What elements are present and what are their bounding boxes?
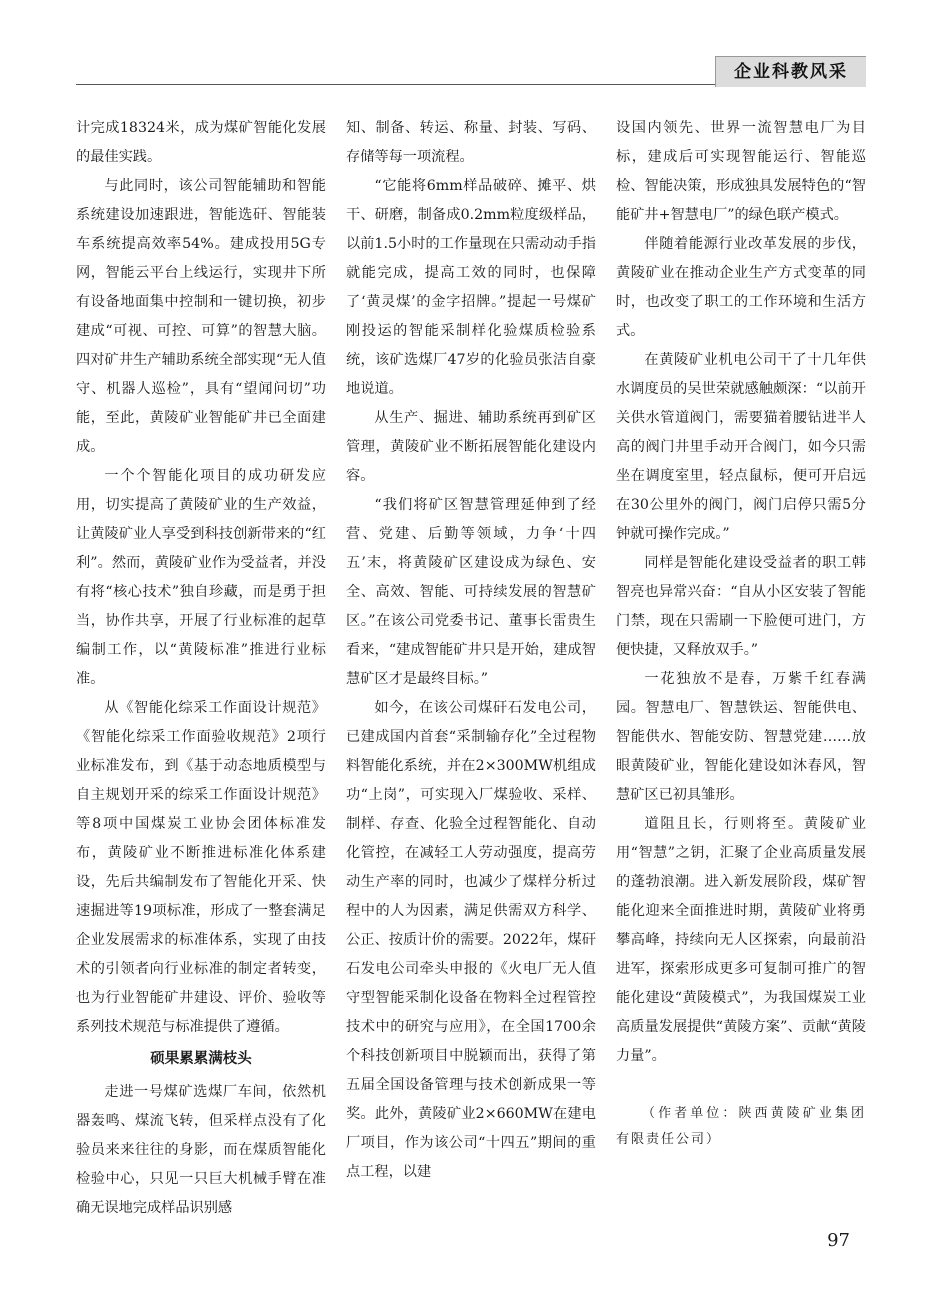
- author-note: （作者单位：陕西黄陵矿业集团有限责任公司）: [616, 1106, 866, 1147]
- page-number: 97: [827, 1230, 850, 1251]
- paragraph: “我们将矿区智慧管理延伸到了经营、党建、后勤等领域，力争‘十四五’末，将黄陵矿区建设成为绿色、安全、高效、智能、可持续发展的智慧矿区。”在该公司党委书记、董事长雷贵生看来，“建成智能矿井只是开始，建成智慧矿区才是最终目标。”: [346, 497, 596, 687]
- paragraph: 一花独放不是春，万紫千红春满园。智慧电厂、智慧铁运、智能供电、智能供水、智能安防、智慧党建……放眼黄陵矿业，智能化建设如沐春风，智慧矿区已初具雏形。: [616, 671, 866, 803]
- paragraph: 如今，在该公司煤矸石发电公司，已建成国内首套“采制输存化”全过程物料智能化系统，并在2×300MW机组成功“上岗”，可实现入厂煤验收、采样、制样、存查、化验全过程智能化、自动化管控，在减轻工人劳动强度，提高劳动生产率的同时，也减少了煤样分析过程中的人为因素，满足供需双方科学、公正、按质计价的需要。2022年，煤矸石发电公司牵头申报的《火电厂无人值守型智能采制化设备在物料全过程管控技术中的研究与应用》，在全国1700余个科技创新项目中脱颖而出，获得了第五届全国设备管理与技术创新成果一等奖。此外，黄陵矿业2×660MW在建电厂项目，作为该公司“十四五”期间的重点工程，以建: [346, 700, 596, 1180]
- paragraph: 道阻且长，行则将至。黄陵矿业用“智慧”之钥，汇聚了企业高质量发展的蓬勃浪潮。进入新发展阶段，煤矿智能化迎来全面推进时期，黄陵矿业将勇攀高峰，持续向无人区探索，向最前沿进军，探索形成更多可复制可推广的智能化建设“黄陵模式”，为我国煤炭工业高质量发展提供“黄陵方案”、贡献“黄陵力量”。: [616, 816, 866, 1064]
- column-3: [616, 114, 866, 1224]
- paragraph: 从《智能化综采工作面设计规范》《智能化综采工作面验收规范》2项行业标准发布，到《基于动态地质模型与自主规划开采的综采工作面设计规范》等8项中国煤炭工业协会团体标准发布，黄陵矿业不断推进标准化体系建设，先后共编制发布了智能化开采、快速掘进等19项标准，形成了一整套满足企业发展需求的标准体系，实现了由技术的引领者向行业标准的制定者转变，也为行业智能矿井建设、评价、验收等系列技术规范与标准提供了遵循。: [76, 700, 326, 1035]
- column-1: [76, 114, 326, 1224]
- paragraph: 走进一号煤矿选煤厂车间，依然机器轰鸣、煤流飞转，但采样点没有了化验员来来往往的身影，而在煤质智能化检验中心，只见一只巨大机械手臂在准确无误地完成样品识别感: [76, 1084, 326, 1216]
- section-label: 企业科教风采: [715, 56, 866, 87]
- paragraph: 同样是智能化建设受益者的职工韩智亮也异常兴奋：“自从小区安装了智能门禁，现在只需刷一下脸便可进门，方便快捷，又释放双手。”: [616, 555, 866, 658]
- paragraph: “它能将6mm样品破碎、摊平、烘干、研磨，制备成0.2mm粒度级样品，以前1.5小时的工作量现在只需动动手指就能完成，提高工效的同时，也保障了‘黄灵煤’的金字招牌。”提起一号煤矿刚投运的智能采制样化验煤质检验系统，该矿选煤厂47岁的化验员张洁自豪地说道。: [346, 178, 596, 397]
- paragraph: 一个个智能化项目的成功研发应用，切实提高了黄陵矿业的生产效益，让黄陵矿业人享受到科技创新带来的“红利”。然而，黄陵矿业作为受益者，并没有将“核心技术”独自珍藏，而是勇于担当，协作共享，开展了行业标准的起草编制工作，以“黄陵标准”推进行业标准。: [76, 468, 326, 687]
- paragraph: 计完成18324米，成为煤矿智能化发展的最佳实践。: [76, 120, 326, 165]
- paragraph: 设国内领先、世界一流智慧电厂为目标，建成后可实现智能运行、智能巡检、智能决策，形成独具发展特色的“智能矿井+智慧电厂”的绿色联产模式。: [616, 120, 866, 223]
- paragraph: 知、制备、转运、称量、封装、写码、存储等每一项流程。: [346, 120, 596, 165]
- article-body: [76, 114, 866, 1224]
- column-2: [346, 114, 596, 1224]
- paragraph: 与此同时，该公司智能辅助和智能系统建设加速跟进，智能选矸、智能装车系统提高效率54%。建成投用5G专网，智能云平台上线运行，实现井下所有设备地面集中控制和一键切换，初步建成“可视、可控、可算”的智慧大脑。四对矿井生产辅助系统全部实现“无人值守、机器人巡检”，具有“望闻问切”功能，至此，黄陵矿业智能矿井已全面建成。: [76, 178, 326, 455]
- paragraph: 在黄陵矿业机电公司干了十几年供水调度员的吴世荣就感触颇深：“以前开关供水管道阀门，需要猫着腰钻进半人高的阀门井里手动开合阀门，如今只需坐在调度室里，轻点鼠标，便可开启远在30公里外的阀门，阀门启停只需5分钟就可操作完成。”: [616, 352, 866, 542]
- paragraph: 从生产、掘进、辅助系统再到矿区管理，黄陵矿业不断拓展智能化建设内容。: [346, 410, 596, 484]
- paragraph: 伴随着能源行业改革发展的步伐，黄陵矿业在推动企业生产方式变革的同时，也改变了职工的工作环境和生活方式。: [616, 236, 866, 339]
- subheading: 硕果累累满枝头: [150, 1051, 252, 1067]
